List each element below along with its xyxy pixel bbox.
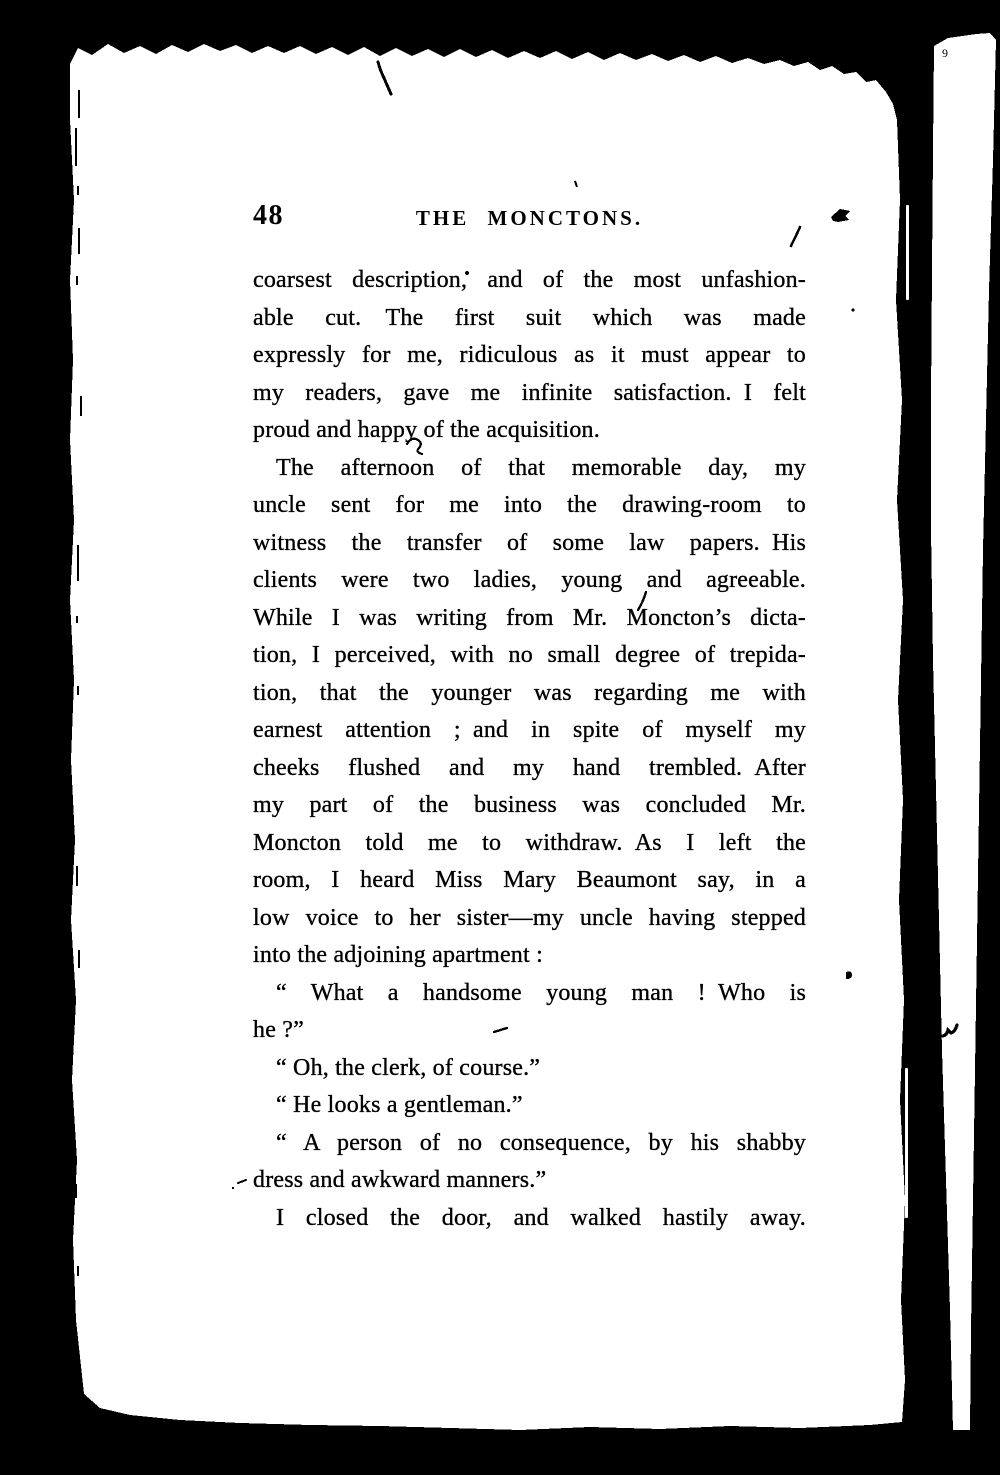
text-line: cheeks flushed and my hand trembled. After: [253, 754, 806, 781]
speck: [851, 308, 854, 311]
text-line: proud and happy of the acquisition.: [253, 417, 600, 443]
text-line: witness the transfer of some law papers. His: [253, 529, 806, 556]
page-number: 48: [253, 200, 284, 231]
text-line: I closed the door, and walked hastily away.: [276, 1204, 806, 1231]
text-line: clients were two ladies, young and agreeable.: [253, 567, 806, 593]
text-line: able cut. The first suit which was made: [253, 304, 806, 331]
text-line: Moncton told me to withdraw. As I left the: [253, 829, 806, 856]
text-line: While I was writing from Mr. Moncton’s dicta-: [253, 604, 806, 631]
text-line: expressly for me, ridiculous as it must appear to: [253, 342, 806, 368]
text-line: coarsest description, and of the most unfashion-: [253, 267, 806, 293]
body-text: [253, 262, 806, 1237]
text-line: “ What a handsome young man ! Who is: [276, 979, 806, 1006]
text-line: tion, I perceived, with no small degree of trepida-: [253, 642, 806, 668]
text-line: earnest attention ; and in spite of myself my: [253, 717, 806, 743]
text-line: The afternoon of that memorable day, my: [276, 454, 806, 481]
text-line: uncle sent for me into the drawing-room to: [253, 492, 806, 518]
text-line: dress and awkward manners.”: [253, 1167, 547, 1193]
text-line: “ Oh, the clerk, of course.”: [276, 1054, 541, 1081]
text-line: “ He looks a gentleman.”: [276, 1092, 523, 1118]
speck: [232, 1187, 234, 1189]
running-title: THE MONCTONS.: [415, 206, 644, 230]
text-line: into the adjoining apartment :: [253, 942, 543, 968]
text-line: “ A person of no consequence, by his shabby: [276, 1129, 806, 1156]
text-line: he ?”: [253, 1017, 304, 1043]
text-line: low voice to her sister—my uncle having stepped: [253, 904, 806, 931]
page-edge-digit-mark: 9: [942, 46, 948, 60]
text-line: room, I heard Miss Mary Beaumont say, in a: [253, 867, 806, 893]
text-line: tion, that the younger was regarding me with: [253, 679, 806, 706]
text-line: my readers, gave me infinite satisfaction. I felt: [253, 379, 806, 406]
text-line: my part of the business was concluded Mr.: [253, 792, 806, 818]
